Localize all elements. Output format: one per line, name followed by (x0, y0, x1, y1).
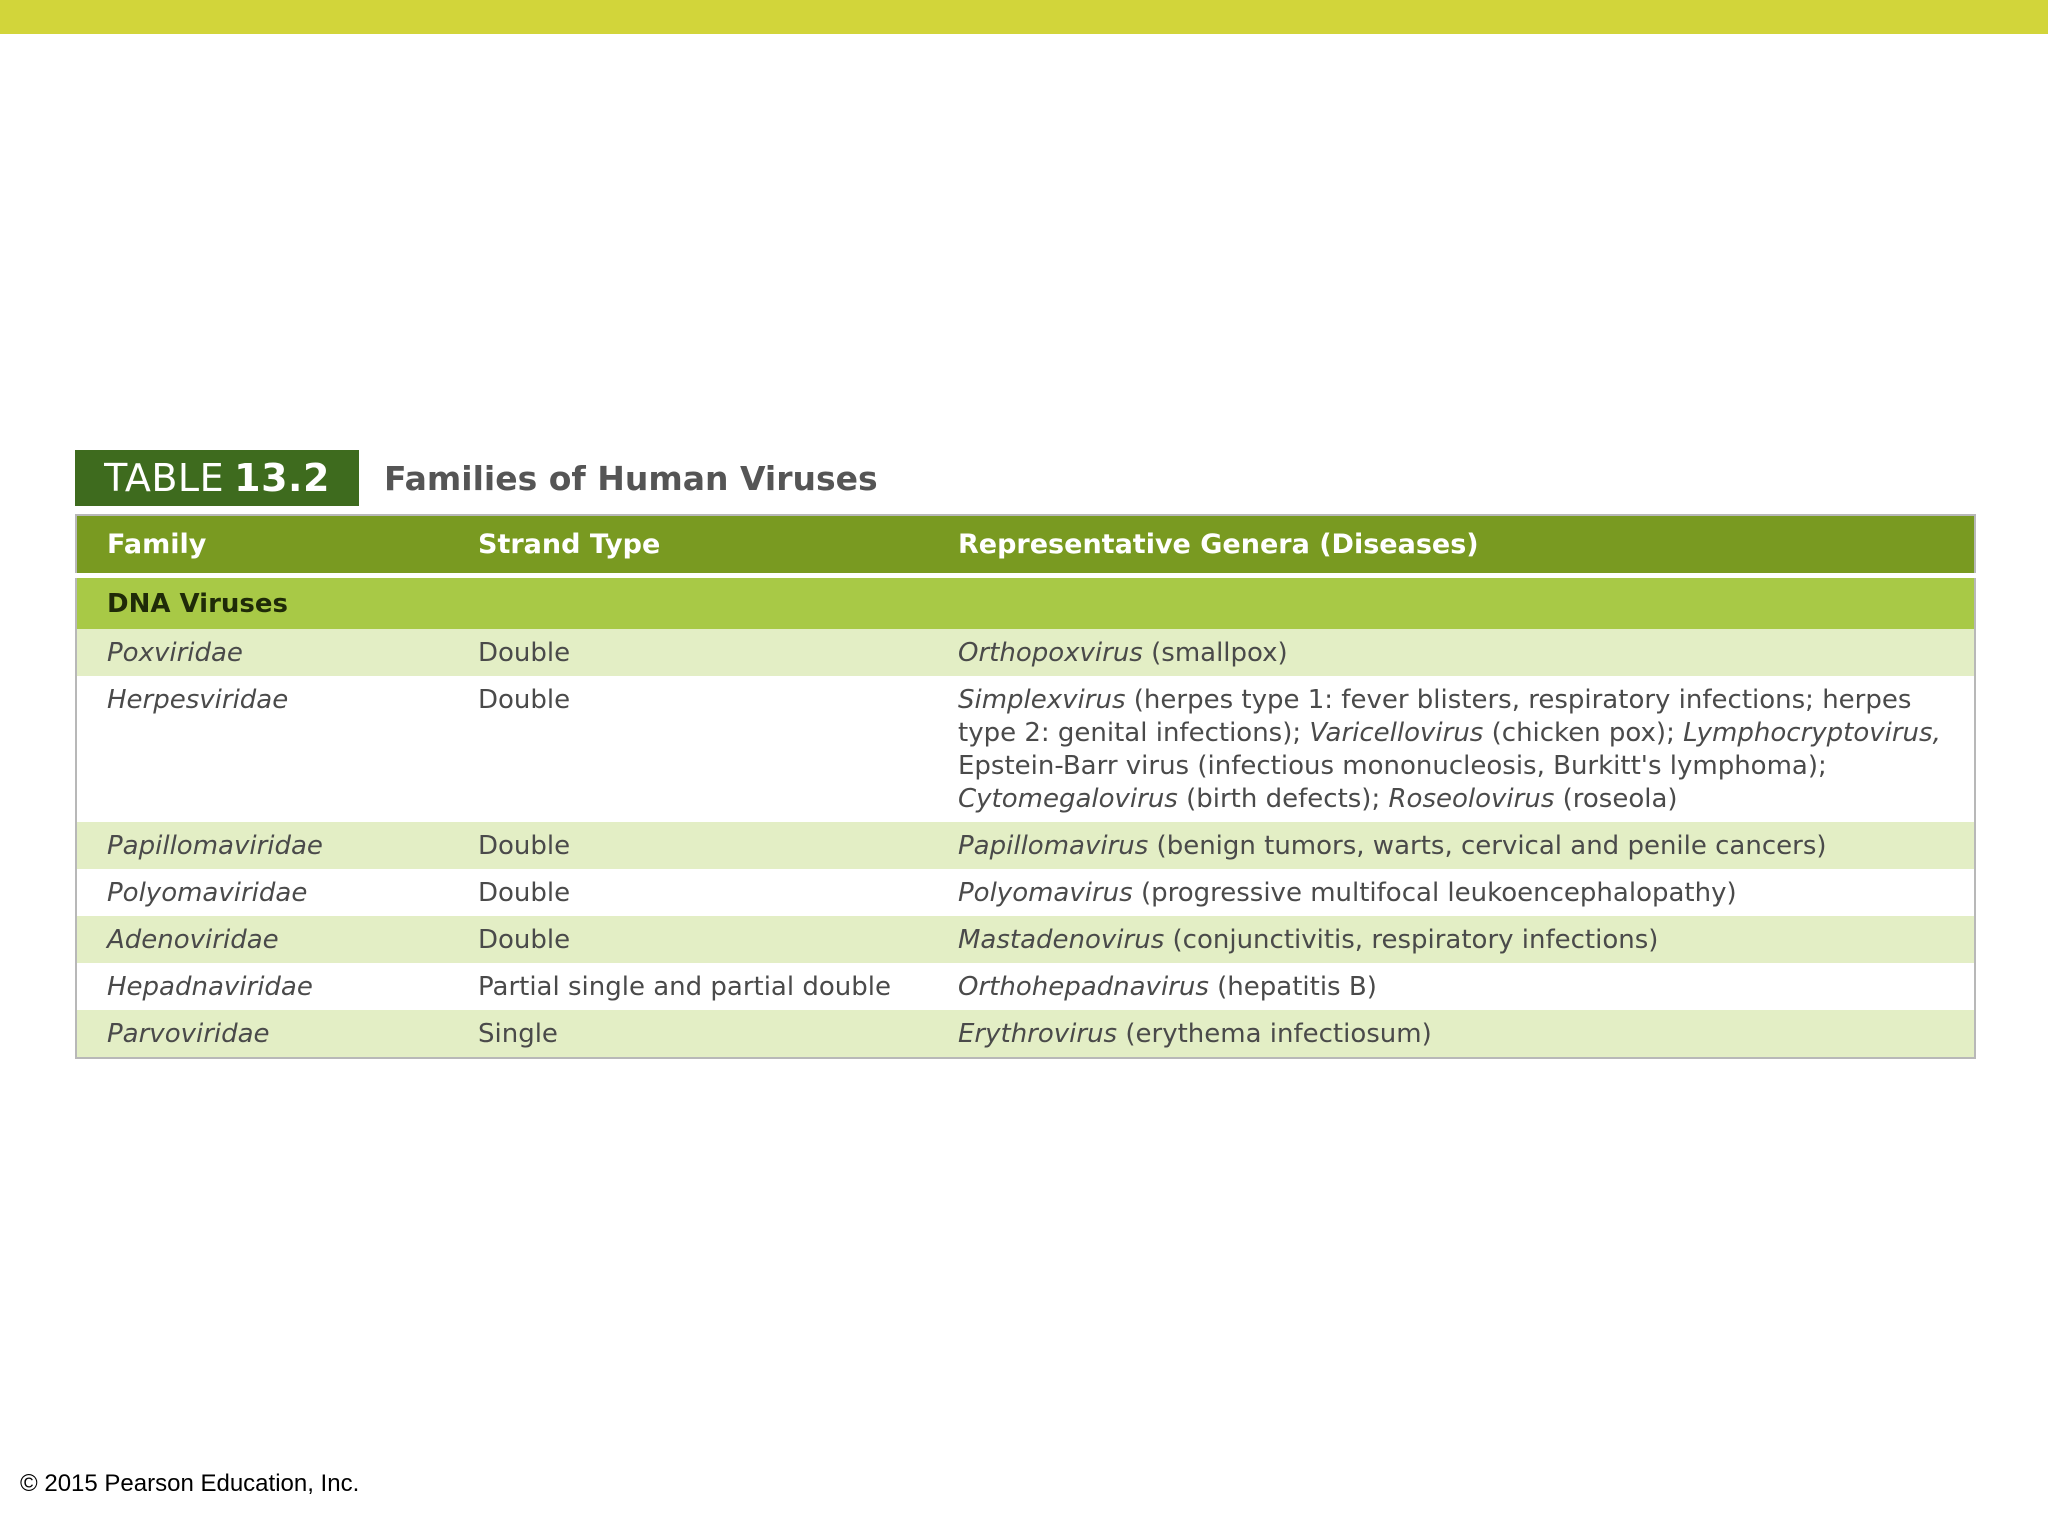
genus-name: Roseolovirus (1388, 784, 1555, 814)
disease-text: (erythema infectiosum) (1117, 1019, 1432, 1049)
disease-text: (conjunctivitis, respiratory infections) (1164, 925, 1659, 955)
column-header-genera: Representative Genera (Diseases) (928, 515, 1975, 576)
genera-diseases-cell (928, 963, 1975, 1010)
genera-diseases-cell (928, 916, 1975, 963)
table-number-label (75, 450, 359, 506)
strand-type-cell: Single (448, 1010, 928, 1058)
table-row (76, 916, 1975, 963)
header-row (76, 515, 1975, 576)
section-row-dna-viruses (76, 576, 1975, 630)
table-row (76, 963, 1975, 1010)
disease-text: Epstein-Barr virus (infectious mononucleosis, Burkitt's lymphoma); (958, 751, 1827, 781)
strand-type-cell: Double (448, 676, 928, 822)
disease-text: (birth defects); (1177, 784, 1389, 814)
genus-name: Simplexvirus (958, 685, 1126, 715)
table-title: Families of Human Viruses (384, 458, 878, 498)
family-cell: Hepadnaviridae (76, 963, 448, 1010)
genus-name: Mastadenovirus (958, 925, 1165, 955)
strand-type-cell: Partial single and partial double (448, 963, 928, 1010)
table-title-row (75, 450, 1974, 506)
disease-text: (chicken pox); (1483, 718, 1684, 748)
genus-name: Lymphocryptovirus, (1683, 718, 1941, 748)
virus-families-table (75, 514, 1976, 1059)
genus-name: Varicellovirus (1309, 718, 1484, 748)
disease-text: (roseola) (1554, 784, 1678, 814)
family-cell: Adenoviridae (76, 916, 448, 963)
table-row (76, 676, 1975, 822)
copyright-footer: © 2015 Pearson Education, Inc. (20, 1470, 360, 1497)
disease-text: (smallpox) (1142, 638, 1288, 668)
strand-type-cell: Double (448, 822, 928, 869)
genera-diseases-cell (928, 676, 1975, 822)
table-number: 13.2 (234, 456, 330, 500)
section-label: DNA Viruses (76, 576, 1975, 630)
disease-text: (hepatitis B) (1208, 972, 1377, 1002)
genera-diseases-cell (928, 1010, 1975, 1058)
family-cell: Polyomaviridae (76, 869, 448, 916)
strand-type-cell: Double (448, 629, 928, 676)
family-cell: Papillomaviridae (76, 822, 448, 869)
genus-name: Papillomavirus (958, 831, 1149, 861)
genus-name: Orthohepadnavirus (958, 972, 1209, 1002)
disease-text: (benign tumors, warts, cervical and penile cancers) (1148, 831, 1827, 861)
table-label-word: TABLE (104, 456, 225, 500)
family-cell: Parvoviridae (76, 1010, 448, 1058)
strand-type-cell: Double (448, 869, 928, 916)
column-header-strand-type: Strand Type (448, 515, 928, 576)
top-accent-bar (0, 0, 2048, 34)
genera-diseases-cell (928, 869, 1975, 916)
genus-name: Erythrovirus (958, 1019, 1118, 1049)
column-header-family: Family (76, 515, 448, 576)
genus-name: Orthopoxvirus (958, 638, 1143, 668)
disease-text: (progressive multifocal leukoencephalopathy) (1132, 878, 1737, 908)
strand-type-cell: Double (448, 916, 928, 963)
genera-diseases-cell (928, 629, 1975, 676)
disease-text: (herpes type 1: fever blisters, respiratory infections; herpes type 2: genital infections); (958, 685, 1912, 748)
genus-name: Cytomegalovirus (958, 784, 1178, 814)
genus-name: Polyomavirus (958, 878, 1133, 908)
table-row (76, 629, 1975, 676)
family-cell: Herpesviridae (76, 676, 448, 822)
table-row (76, 1010, 1975, 1058)
genera-diseases-cell (928, 822, 1975, 869)
table-row (76, 869, 1975, 916)
family-cell: Poxviridae (76, 629, 448, 676)
table-block (75, 450, 1974, 1059)
table-row (76, 822, 1975, 869)
